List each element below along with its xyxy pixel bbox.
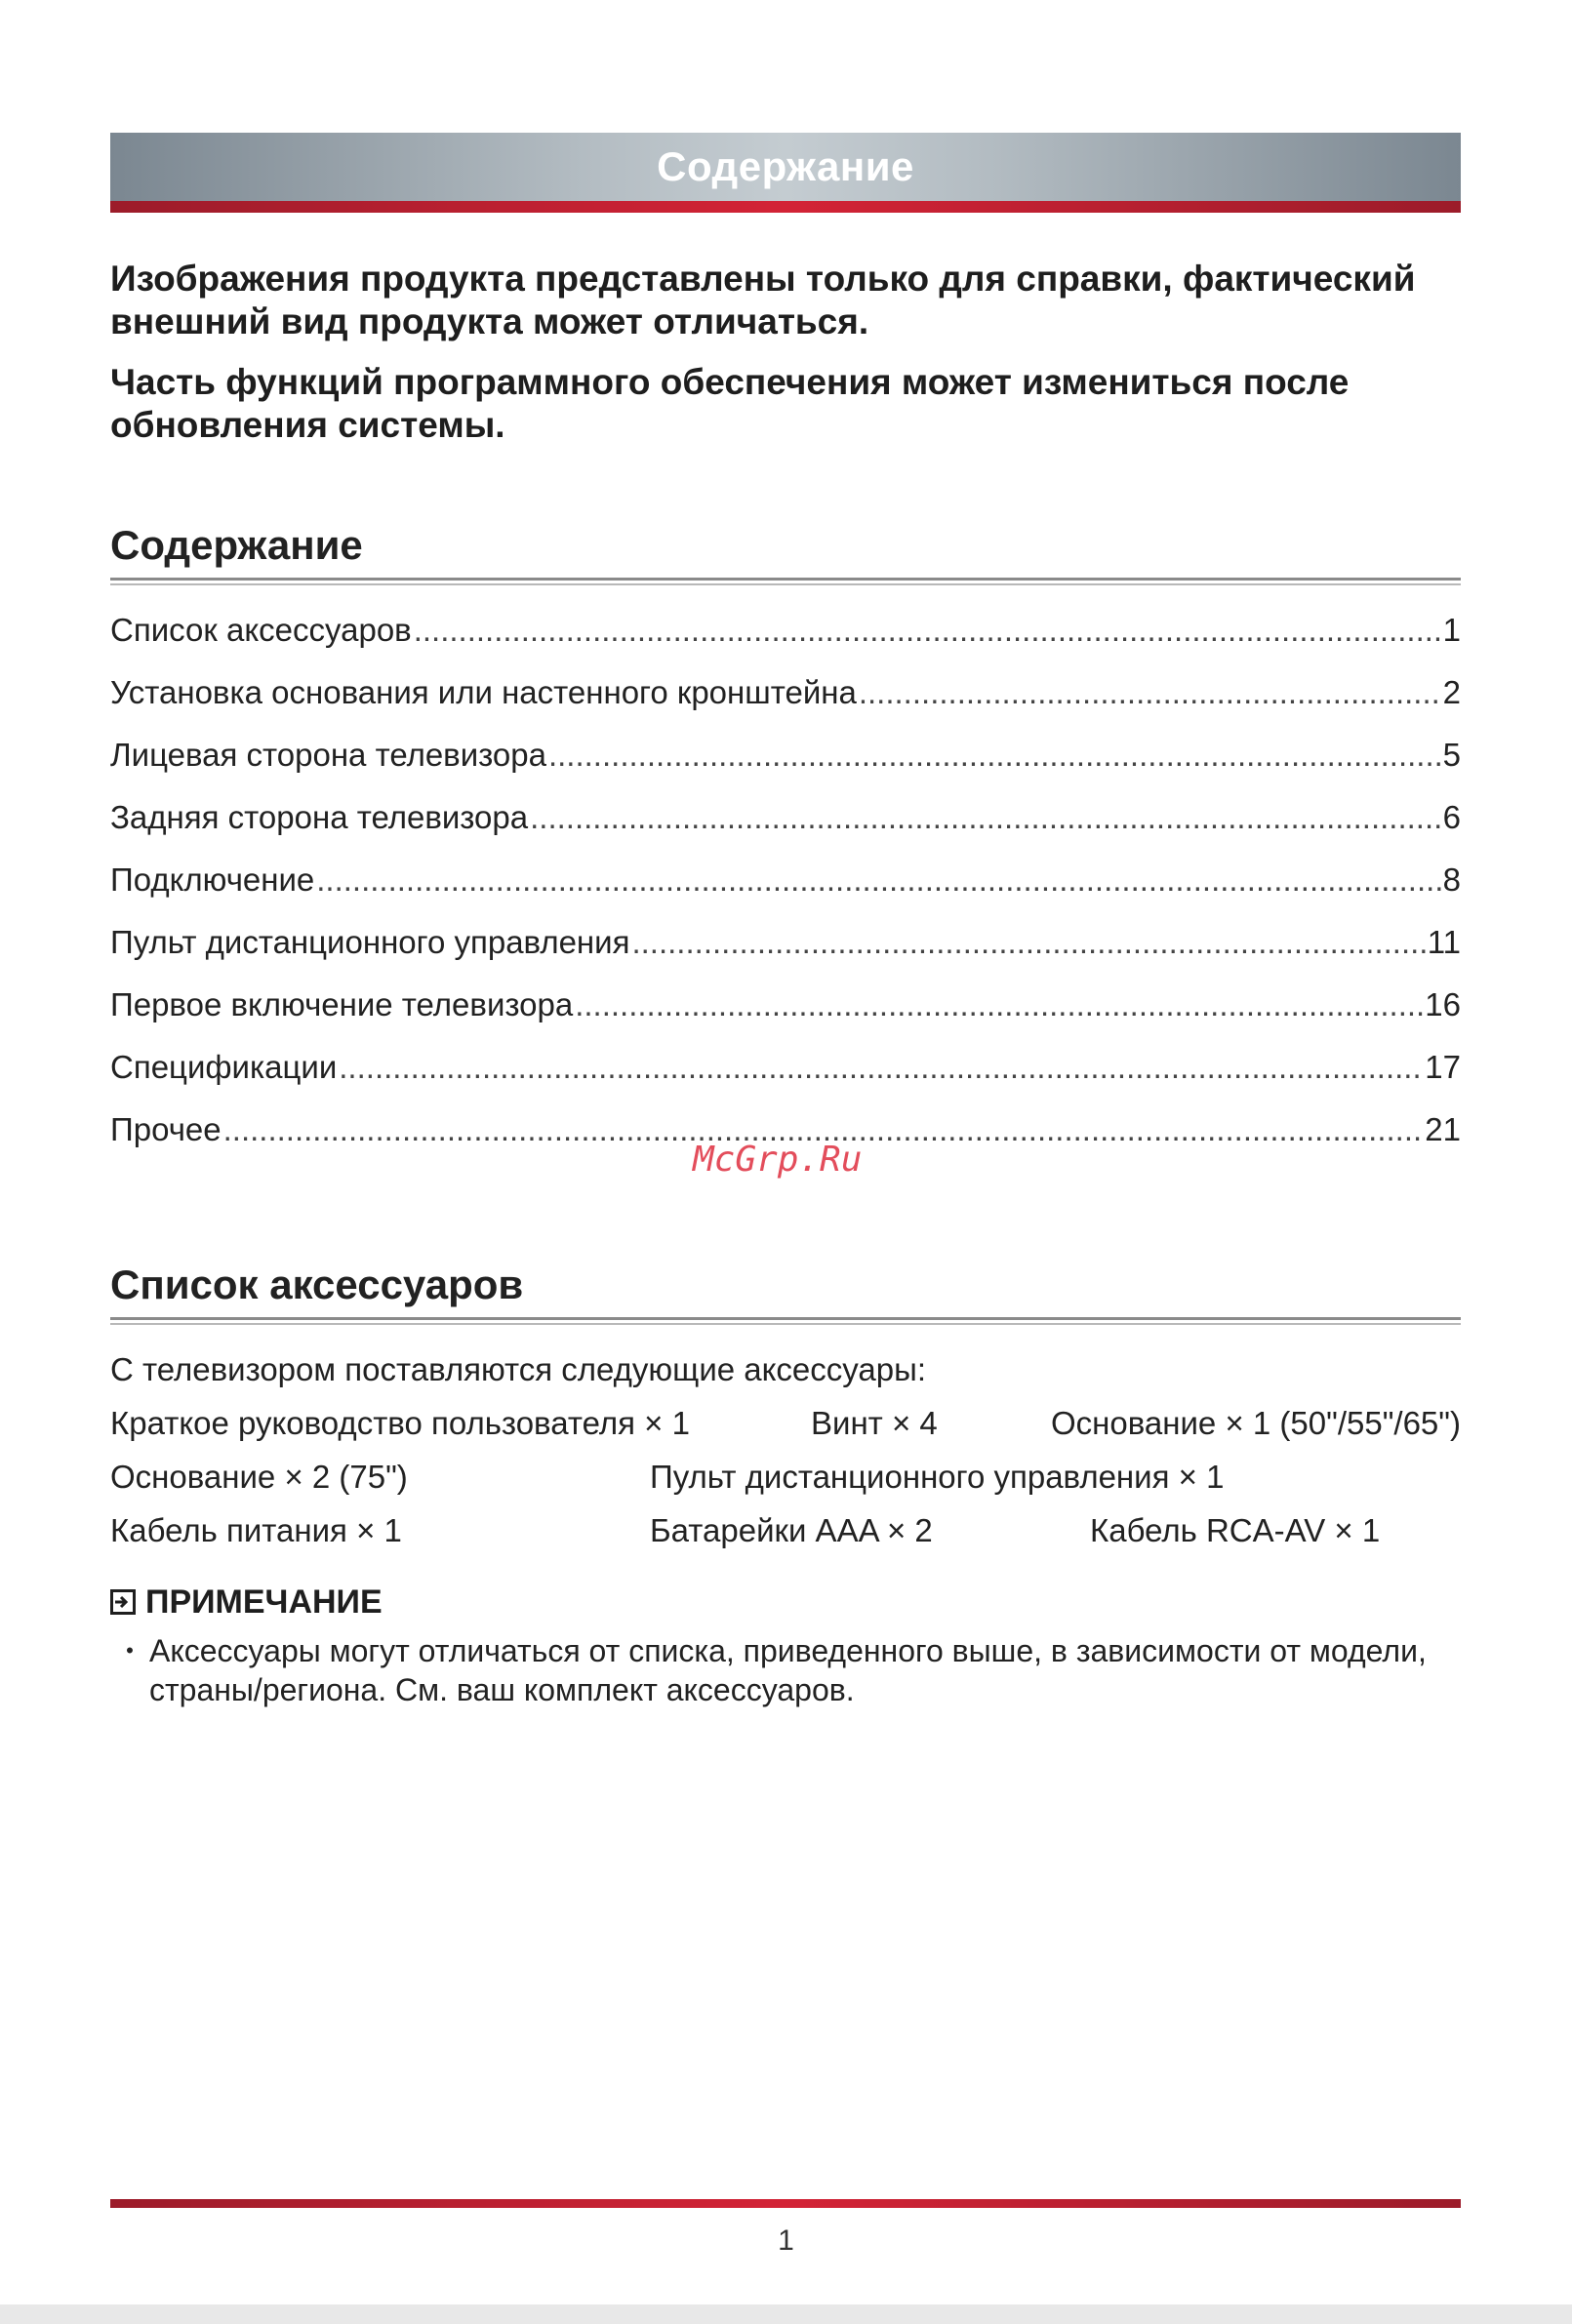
toc-entry-label: Задняя сторона телевизора — [110, 799, 529, 835]
toc-dot-leader — [575, 985, 1423, 1024]
title-banner — [110, 133, 1461, 213]
intro-block — [110, 258, 1461, 464]
toc-dot-leader — [631, 923, 1425, 962]
toc-list — [110, 611, 1461, 1173]
note-text: Аксессуары могут отличаться от списка, приведенного выше, в зависимости от модели, страны/региона. См. ваш комплект аксессуаров. — [149, 1633, 1427, 1707]
banner-title: Содержание — [657, 143, 914, 189]
banner-bar — [110, 133, 1461, 201]
toc-entry-page: 2 — [1442, 674, 1461, 710]
toc-entry-page: 11 — [1427, 924, 1461, 960]
toc-entry-page: 16 — [1425, 986, 1461, 1022]
toc-dot-leader — [530, 798, 1441, 837]
toc-entry-label: Первое включение телевизора — [110, 986, 574, 1022]
footer-accent-line — [110, 2199, 1461, 2208]
toc-entry-page: 8 — [1442, 861, 1461, 898]
note-bullet: • — [126, 1638, 134, 1663]
accessory-item: Кабель RCA-AV × 1 — [1090, 1512, 1381, 1548]
accessories-body — [110, 1350, 1461, 1709]
toc-entry-page: 1 — [1442, 612, 1461, 648]
accessory-item: Батарейки AAA × 2 — [650, 1512, 933, 1548]
toc-entry-label: Лицевая сторона телевизора — [110, 737, 546, 773]
toc-dot-leader — [414, 611, 1441, 650]
toc-entry-label: Установка основания или настенного кронштейна — [110, 674, 857, 710]
accessory-item: Винт × 4 — [811, 1405, 938, 1441]
note-arrow-icon — [110, 1589, 136, 1615]
toc-entry-first-power-on[interactable] — [110, 985, 1461, 1048]
accessories-row — [110, 1458, 1461, 1511]
banner-accent-line — [110, 201, 1461, 213]
toc-dot-leader — [859, 673, 1441, 712]
toc-entry-remote-control[interactable] — [110, 923, 1461, 985]
toc-dot-leader — [548, 736, 1441, 775]
toc-section — [110, 521, 1461, 1173]
accessory-item: Основание × 2 (75") — [110, 1459, 408, 1495]
toc-dot-leader — [339, 1048, 1423, 1087]
toc-entry-page: 6 — [1442, 799, 1461, 835]
toc-heading-rule — [110, 578, 1461, 585]
note-item — [110, 1631, 1461, 1709]
accessories-row — [110, 1511, 1461, 1565]
toc-entry-page: 5 — [1442, 737, 1461, 773]
toc-entry-label: Прочее — [110, 1111, 222, 1147]
accessories-row — [110, 1404, 1461, 1458]
toc-entry-connection[interactable] — [110, 861, 1461, 923]
accessories-heading-rule — [110, 1317, 1461, 1325]
toc-entry-accessories[interactable] — [110, 611, 1461, 673]
toc-dot-leader — [316, 861, 1440, 900]
page-number: 1 — [778, 2224, 794, 2257]
toc-entry-rear-side[interactable] — [110, 798, 1461, 861]
toc-entry-page: 17 — [1425, 1049, 1461, 1085]
note-heading-row — [110, 1581, 1461, 1623]
page-bottom-band — [0, 2304, 1572, 2324]
accessories-intro: С телевизором поставляются следующие аксессуары: — [110, 1351, 927, 1387]
accessory-item: Краткое руководство пользователя × 1 — [110, 1405, 690, 1441]
accessory-item: Кабель питания × 1 — [110, 1512, 402, 1548]
toc-entry-specifications[interactable] — [110, 1048, 1461, 1110]
toc-entry-stand-installation[interactable] — [110, 673, 1461, 736]
watermark: McGrp.Ru — [693, 1140, 863, 1180]
toc-entry-label: Пульт дистанционного управления — [110, 924, 630, 960]
accessories-heading: Список аксессуаров — [110, 1262, 524, 1307]
toc-heading: Содержание — [110, 522, 363, 568]
accessories-section — [110, 1261, 1461, 1709]
note-heading: ПРИМЕЧАНИЕ — [145, 1583, 383, 1621]
toc-entry-label: Спецификации — [110, 1049, 338, 1085]
toc-entry-front-side[interactable] — [110, 736, 1461, 798]
toc-entry-page: 21 — [1425, 1111, 1461, 1147]
intro-disclaimer-software: Часть функций программного обеспечения может измениться после обновления системы. — [110, 362, 1350, 445]
accessory-item: Пульт дистанционного управления × 1 — [650, 1459, 1225, 1495]
toc-entry-label: Список аксессуаров — [110, 612, 412, 648]
intro-disclaimer-images: Изображения продукта представлены только для справки, фактический внешний вид продукта может отличаться. — [110, 259, 1416, 341]
toc-entry-label: Подключение — [110, 861, 315, 898]
accessory-item: Основание × 1 (50"/55"/65") — [1051, 1405, 1461, 1441]
